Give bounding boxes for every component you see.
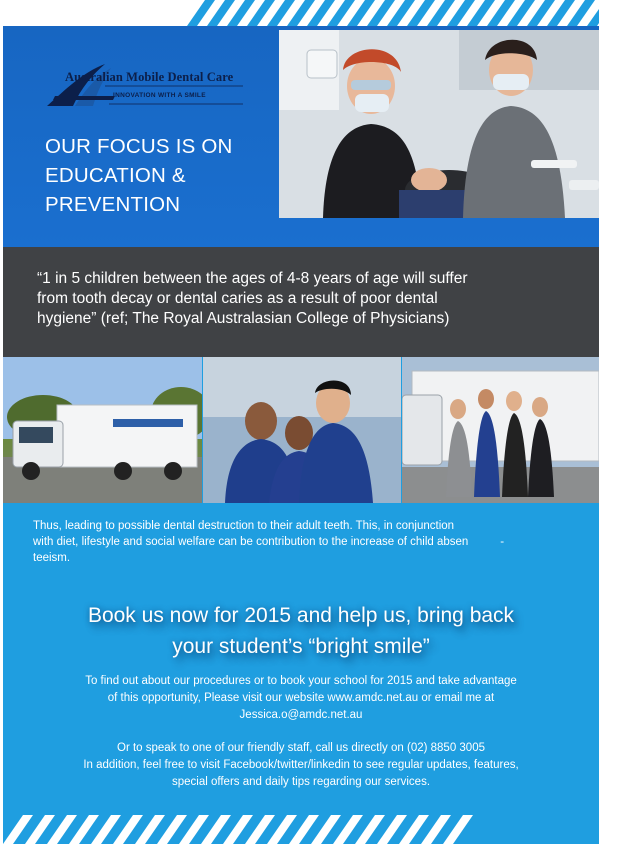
dental-staff-team-photo xyxy=(203,357,401,503)
body-line: Thus, leading to possible dental destruction to their adult teeth. This, in conjunction xyxy=(33,520,455,532)
services-line: special offers and daily tips regarding our services. xyxy=(171,776,431,788)
logo-title: Australian Mobile Dental Care xyxy=(65,70,234,84)
flyer-page xyxy=(3,0,599,844)
bottom-stripe-border xyxy=(3,815,599,844)
quote-line: hygiene” (ref; The Royal Australasian College of Physicians) xyxy=(37,310,450,327)
dentists-photo xyxy=(279,30,599,218)
mobile-clinic-truck-photo xyxy=(3,357,202,503)
body-line: with diet, lifestyle and social welfare can be contribution to the increase of child absen - xyxy=(33,536,505,548)
quote-line: “1 in 5 children between the ages of 4-8 years of age will suffer xyxy=(37,270,468,287)
body-line: teeism. xyxy=(33,552,71,564)
quote-line: from tooth decay or dental caries as a result of poor dental xyxy=(37,290,438,307)
booking-line: To find out about our procedures or to book your school for 2015 and take advantage xyxy=(85,675,517,687)
booking-info xyxy=(23,673,579,724)
logo-swoosh-icon xyxy=(45,60,245,110)
focus-heading xyxy=(45,132,275,219)
company-logo xyxy=(45,60,245,110)
phone-line: Or to speak to one of our friendly staff, call us directly on (02) 8850 3005 xyxy=(117,742,485,754)
email-address[interactable]: Jessica.o@amdc.net.au xyxy=(239,709,363,721)
statistic-quote xyxy=(37,269,557,329)
staff-with-truck-photo xyxy=(402,357,599,503)
photo-strip xyxy=(3,357,599,503)
call-to-action-heading xyxy=(3,600,599,662)
contact-info xyxy=(23,740,579,791)
cta-line: your student’s “bright smile” xyxy=(172,635,430,658)
focus-heading-line: PREVENTION xyxy=(45,193,181,216)
focus-heading-line: OUR FOCUS IS ON xyxy=(45,135,233,158)
cta-line: Book us now for 2015 and help us, bring back xyxy=(87,604,515,627)
focus-heading-line: EDUCATION & xyxy=(45,164,186,187)
booking-line: of this opportunity, Please visit our website www.amdc.net.au or email me at xyxy=(107,692,495,704)
statistic-quote-band xyxy=(3,247,599,357)
social-line: In addition, feel free to visit Facebook/twitter/linkedin to see regular updates, features, xyxy=(83,759,519,771)
body-paragraph xyxy=(33,518,573,566)
logo-tagline: INNOVATION WITH A SMILE xyxy=(113,92,206,99)
top-stripe-border xyxy=(3,0,599,26)
